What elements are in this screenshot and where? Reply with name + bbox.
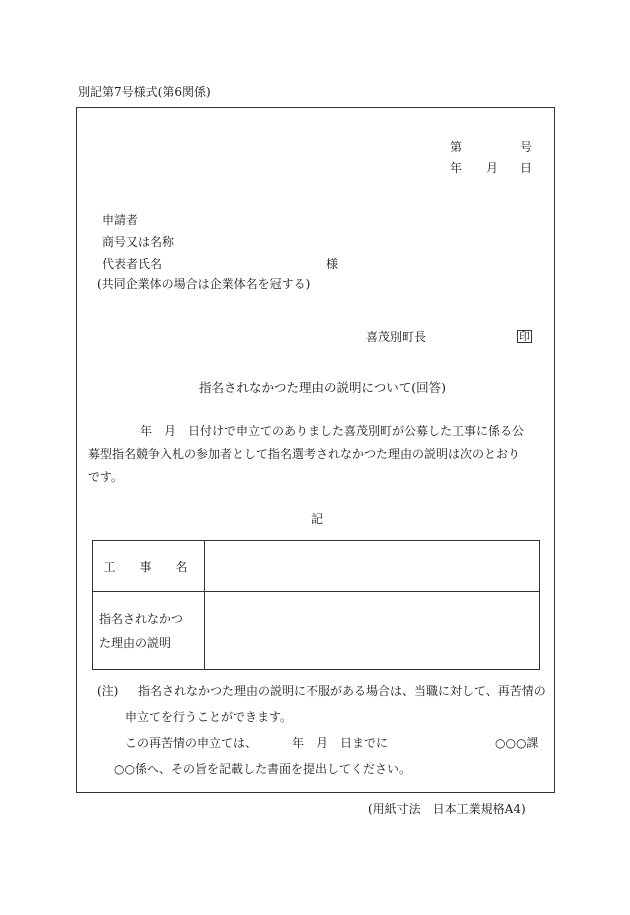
date-year: 年 <box>450 161 463 175</box>
joint-venture-note: (共同企業体の場合は企業体名を冠する) <box>97 277 311 291</box>
subject-title: 指名されなかつた理由の説明について(回答) <box>199 380 447 395</box>
form-label: 別記第7号様式(第6関係) <box>78 85 211 99</box>
note-line-3a: この再苦情の申立ては、 <box>125 736 258 750</box>
date-day: 日 <box>520 161 533 175</box>
number-suffix: 号 <box>520 140 533 154</box>
body-paragraph <box>88 420 546 489</box>
paper-size-note: (用紙寸法 日本工業規格A4) <box>368 802 526 816</box>
issuer-name: 喜茂別町長 <box>366 330 427 344</box>
body-line-2: 募型指名競争入札の参加者として指名選考されなかつた理由の説明は次のとおり <box>88 447 521 461</box>
body-line-1: 年 月 日付けで申立てのありました喜茂別町が公募した工事に係る公 <box>140 424 525 438</box>
trade-name-label: 商号又は名称 <box>102 235 175 249</box>
project-name-value <box>205 541 540 592</box>
note-line-2: 申立てを行うことができます。 <box>125 710 293 724</box>
reason-label <box>93 592 205 670</box>
date-month: 月 <box>486 161 499 175</box>
honorific: 様 <box>326 257 339 271</box>
reason-label-line-1: 指名されなかつ <box>99 611 184 626</box>
note-line-3c: ○○○課 <box>495 736 539 750</box>
note-line-4: ○○係へ、その旨を記載した書面を提出してください。 <box>114 762 411 776</box>
note-mark: (注) <box>97 684 119 698</box>
number-prefix: 第 <box>450 140 463 154</box>
applicant-title: 申請者 <box>102 213 139 227</box>
table-row <box>93 592 540 670</box>
note-line-3b: 年 月 日までに <box>292 736 389 750</box>
project-name-label: 工 事 名 <box>93 541 205 592</box>
table-row <box>93 541 540 592</box>
reason-label-line-2: た理由の説明 <box>99 635 172 650</box>
seal-mark: 印 <box>519 330 530 343</box>
body-line-3: です。 <box>88 470 124 484</box>
info-table <box>92 540 540 670</box>
reason-value <box>205 592 540 670</box>
ki-heading: 記 <box>311 512 324 526</box>
note-line-1: 指名されなかつた理由の説明に不服がある場合は、当職に対して、再苦情の <box>138 684 546 698</box>
representative-label: 代表者氏名 <box>102 257 163 271</box>
